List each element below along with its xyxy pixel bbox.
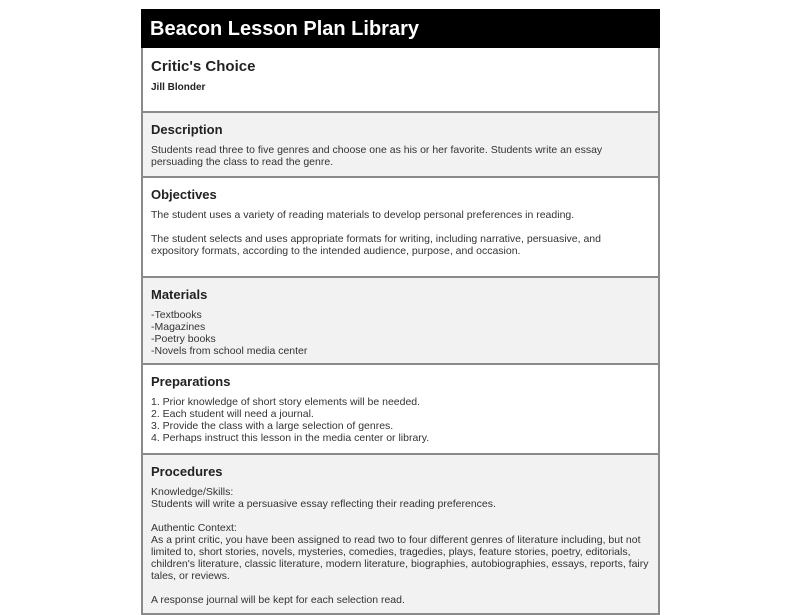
preparation-item: 2. Each student will need a journal. <box>151 408 314 420</box>
preparations-section <box>141 365 660 455</box>
objectives-section <box>141 178 660 278</box>
material-item: -Novels from school media center <box>151 345 308 357</box>
lesson-plan-page <box>141 9 660 615</box>
materials-section <box>141 278 660 365</box>
knowledge-label: Knowledge/Skills: <box>151 486 234 498</box>
journal-text: A response journal will be kept for each selection read. <box>151 594 405 606</box>
context-text: As a print critic, you have been assigned to read two to four different genres of literature including, but not limited to, short stories, novels, mysteries, comedies, tragedies, plays, feature stories, poetry, editorials, children's literature, classic literature, modern literature, biographies, autobiographies, essays, reports, fairy tales, or reviews. <box>151 534 649 582</box>
material-item: -Poetry books <box>151 333 216 345</box>
description-heading: Description <box>151 122 223 137</box>
materials-heading: Materials <box>151 287 208 302</box>
material-item: -Textbooks <box>151 309 202 321</box>
description-section <box>141 113 660 178</box>
preparations-heading: Preparations <box>151 374 231 389</box>
lesson-title: Critic's Choice <box>151 58 256 75</box>
context-label: Authentic Context: <box>151 522 237 534</box>
lesson-author: Jill Blonder <box>151 82 206 93</box>
preparation-item: 4. Perhaps instruct this lesson in the media center or library. <box>151 432 430 444</box>
procedures-section <box>141 455 660 615</box>
lesson-title-section <box>141 48 660 113</box>
objectives-heading: Objectives <box>151 187 217 202</box>
description-text: Students read three to five genres and choose one as his or her favorite. Students write an essay persuading the class to read the genre. <box>151 144 603 168</box>
procedures-heading: Procedures <box>151 464 223 479</box>
knowledge-text: Students will write a persuasive essay reflecting their reading preferences. <box>151 498 496 510</box>
objective-item: The student selects and uses appropriate formats for writing, including narrative, persuasive, and expository formats, according to the intended audience, purpose, and occasion. <box>151 233 601 257</box>
preparation-item: 1. Prior knowledge of short story elements will be needed. <box>151 396 421 408</box>
objective-item: The student uses a variety of reading materials to develop personal preferences in reading. <box>151 209 575 221</box>
material-item: -Magazines <box>151 321 206 333</box>
preparation-item: 3. Provide the class with a large selection of genres. <box>151 420 394 432</box>
site-header: Beacon Lesson Plan Library <box>141 9 660 48</box>
